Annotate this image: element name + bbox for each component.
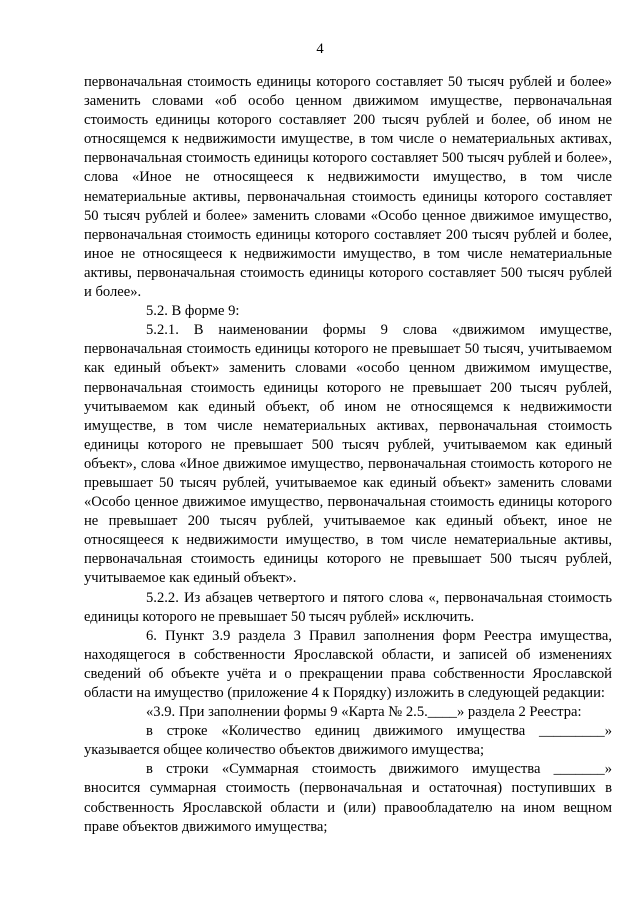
page-number: 4 [316, 41, 324, 57]
paragraph-5-2-1: 5.2.1. В наименовании формы 9 слова «движимом имуществе, первоначальная стоимость единицы которого не превышает 50 тысяч, учитываемом как единый объект» заменить словами «особо ценном движимом имуществе, первоначальная стоимость единицы которого не превышает 200 тысяч рублей, учитываемом как единый объект, об ином не относящемся к недвижимости имуществе, в том числе нематериальных активах, первоначальная стоимость единицы которого не превышает 500 тысяч рублей, учитываемом как единый объект», слова «Иное движимое имущество, первоначальная стоимость которого не превышает 50 тысяч рублей, учитываемое как единый объект» заменить словами «Особо ценное движимое имущество, первоначальная стоимость единицы которого не превышает 200 тысяч рублей, учитываемое как единый объект, иное не относящееся к недвижимости имущество, в том числе нематериальные активы, первоначальная стоимость единицы которого не превышает 500 тысяч рублей, учитываемое как единый объект». [84, 322, 612, 587]
paragraph-total-cost-line: в строки «Суммарная стоимость движимого имущества _______» вносится суммарная стоимость (первоначальная и остаточная) поступивших в собственность Ярославской области и (или) правообладателю на ином вещном праве объектов движимого имущества; [84, 761, 612, 835]
paragraph-quantity-line: в строке «Количество единиц движимого имущества _________» указывается общее количество объектов движимого имущества; [84, 723, 612, 759]
paragraph-6: 6. Пункт 3.9 раздела 3 Правил заполнения форм Реестра имущества, находящегося в собственности Ярославской области, и записей об изменениях сведений об объекте учёта и о прекращении права собственности Ярославской области на имущество (приложение 4 к Порядку) изложить в следующей редакции: [84, 627, 612, 701]
paragraph-3-9: «3.9. При заполнении формы 9 «Карта № 2.5.____» раздела 2 Реестра: [146, 704, 582, 721]
paragraph-5-2: 5.2. В форме 9: [146, 303, 240, 320]
document-body [84, 73, 612, 837]
paragraph-continuation: первоначальная стоимость единицы которого составляет 50 тысяч рублей и более» заменить словами «об особо ценном движимом имуществе, первоначальная стоимость единицы которого составляет 200 тысяч рублей и более, об ином не относящемся к недвижимости имуществе, в том числе о нематериальных активах, первоначальная стоимость единицы которого составляет 500 тысяч рублей и более», слова «Иное не относящееся к недвижимости имущество, в том числе нематериальные активы, первоначальная стоимость единицы которого составляет 50 тысяч рублей и более» заменить словами «Особо ценное движимое имущество, первоначальная стоимость единицы которого составляет 200 тысяч рублей и более, иное не относящееся к недвижимости имущество, в том числе нематериальные активы, первоначальная стоимость единицы которого составляет 500 тысяч рублей и более». [84, 74, 612, 301]
paragraph-5-2-2: 5.2.2. Из абзацев четвертого и пятого слова «, первоначальная стоимость единицы которого не превышает 50 тысяч рублей» исключить. [84, 589, 612, 625]
